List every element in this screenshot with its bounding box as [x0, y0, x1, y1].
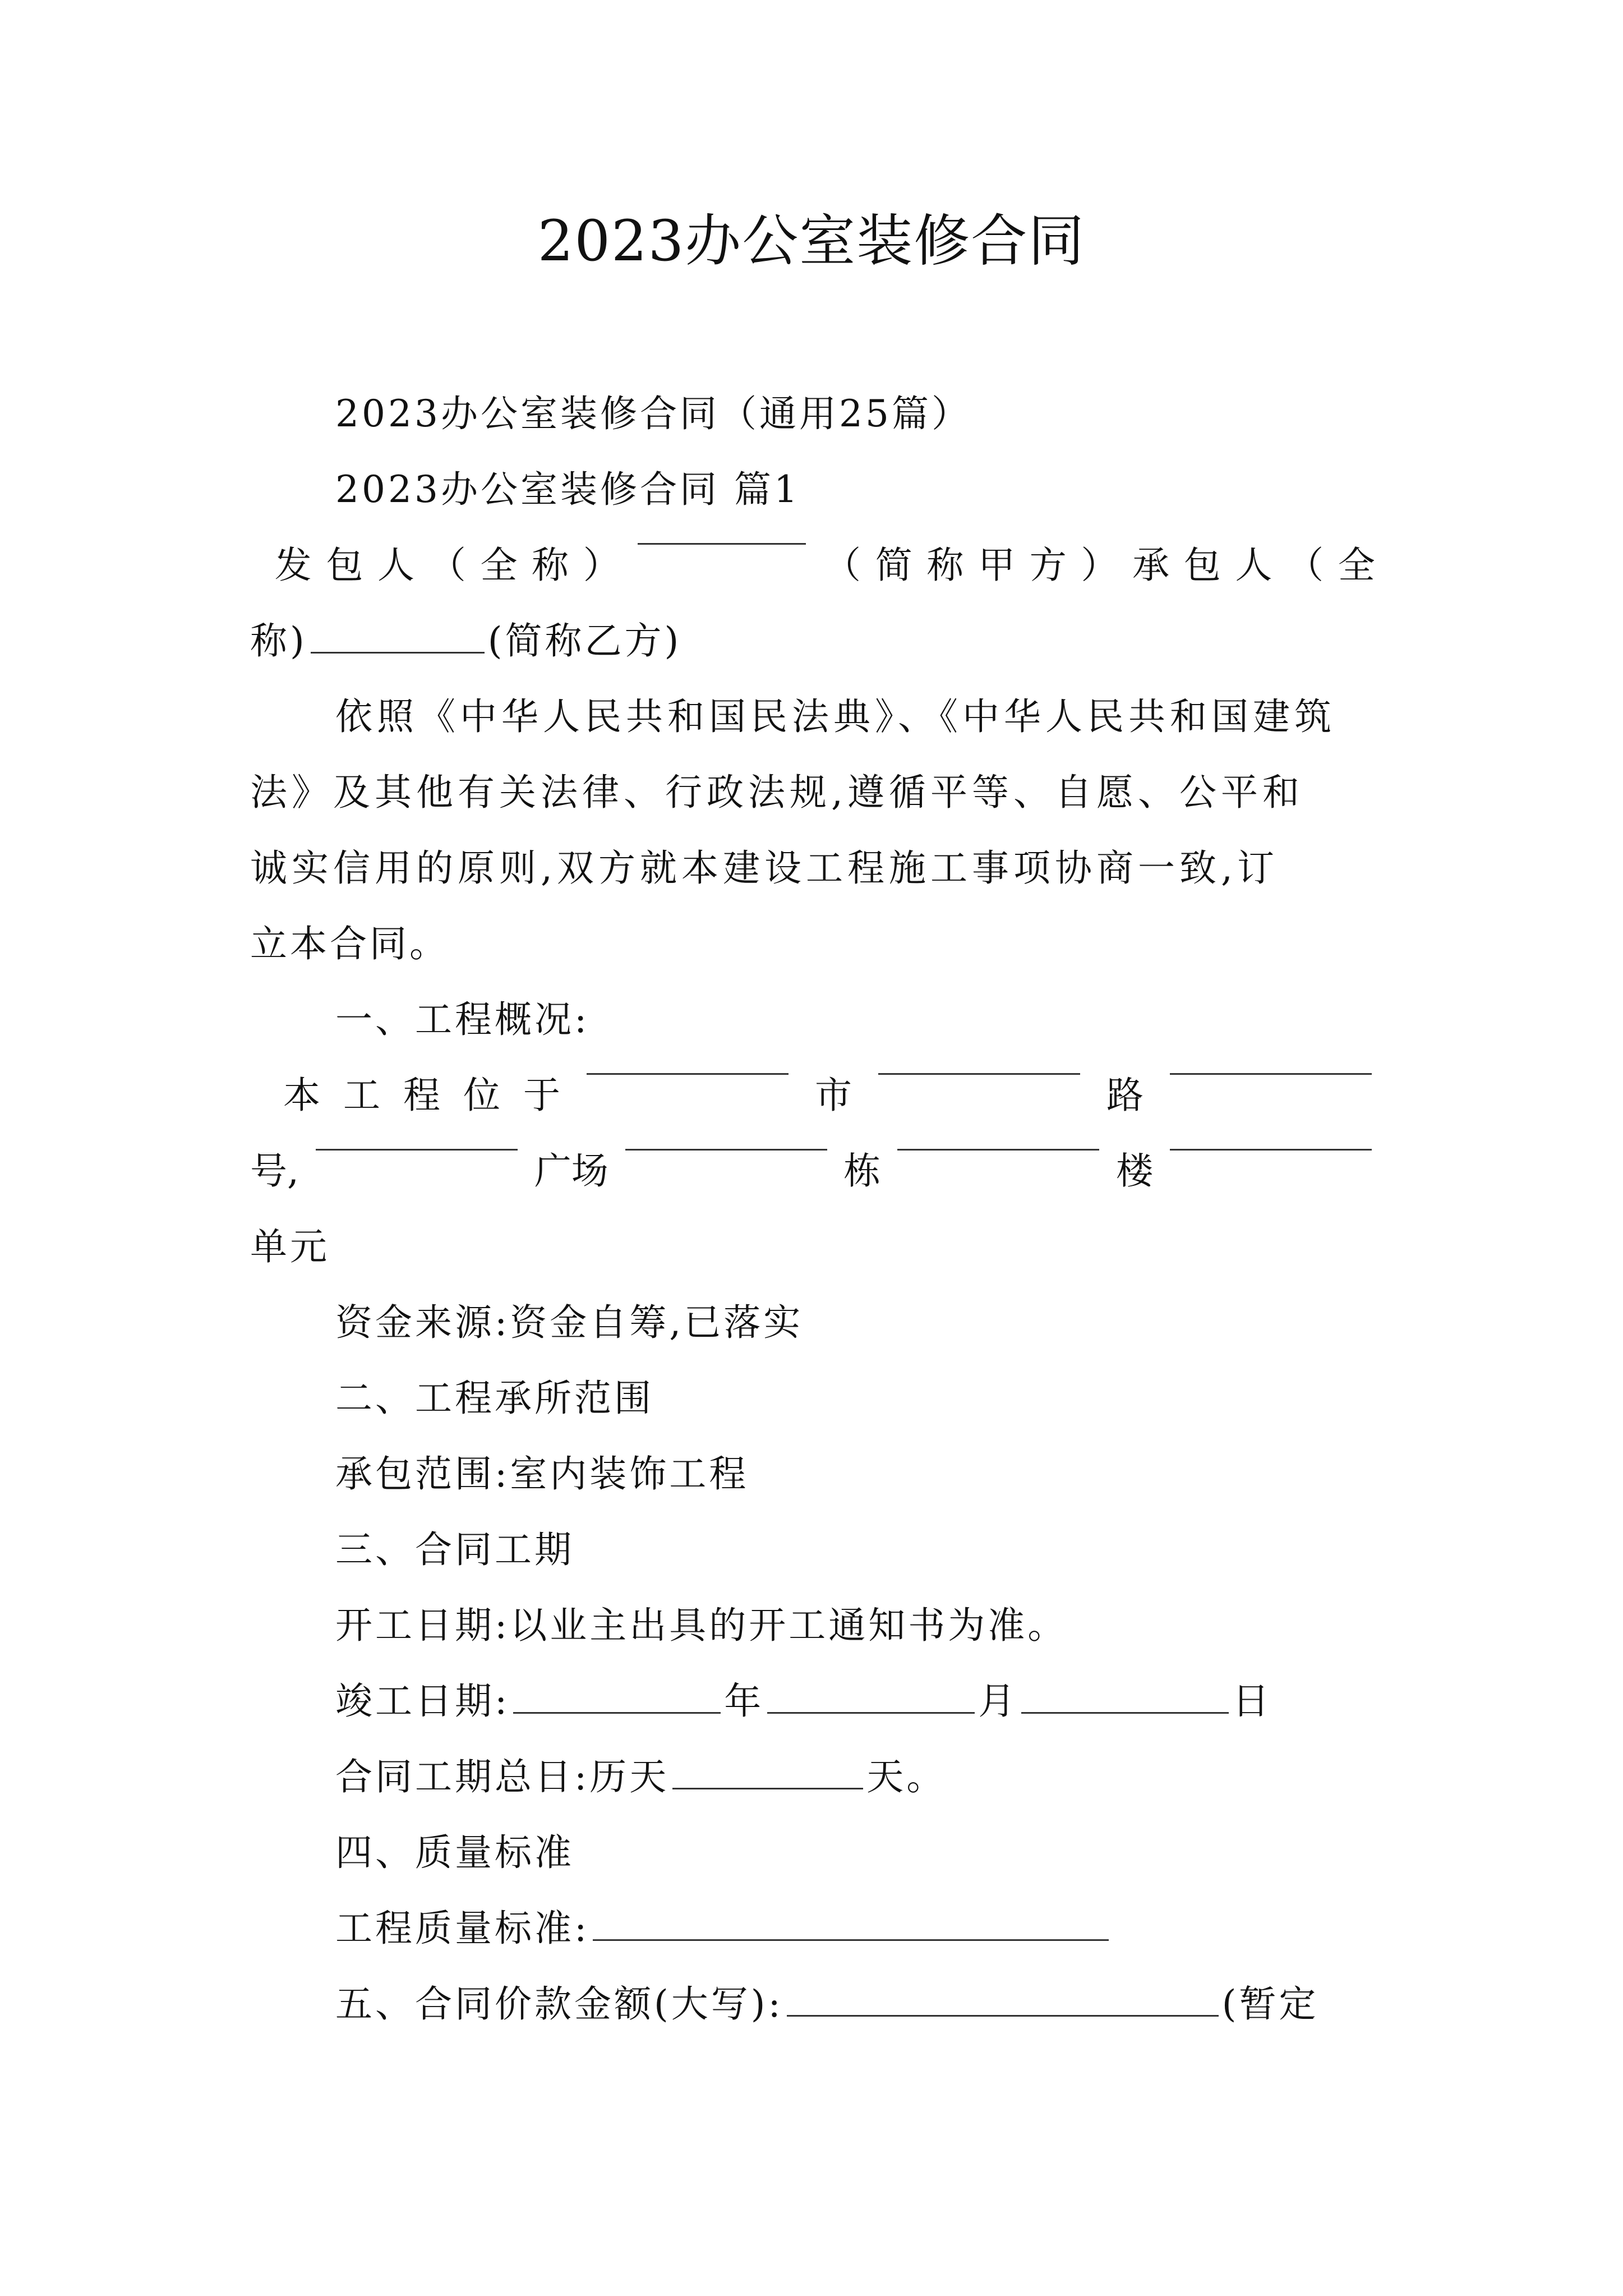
quality-standard-label: 工程质量标准: — [335, 1907, 590, 1950]
start-date-text: 开工日期:以业主出具的开工通知书为准。 — [335, 1604, 1068, 1647]
text-char: （ — [1287, 544, 1324, 587]
month-label: 月 — [978, 1680, 1018, 1723]
text-fragment: (简称乙方) — [487, 619, 682, 662]
contract-price-tail: (暂定 — [1221, 1982, 1319, 2026]
parties-line-1 — [250, 537, 1375, 593]
total-days-line — [335, 1749, 946, 1805]
text-char: 包 — [326, 544, 363, 587]
total-days-blank[interactable] — [672, 1782, 863, 1789]
total-days-unit: 天。 — [866, 1755, 947, 1798]
text-char: （ — [824, 544, 861, 587]
text-char: 发 — [274, 544, 312, 587]
party-a-name-blank[interactable] — [638, 537, 806, 545]
year-blank[interactable] — [513, 1706, 721, 1714]
text-fragment: 号, — [250, 1149, 299, 1193]
quality-standard-line — [335, 1901, 1112, 1957]
unit-blank[interactable] — [1170, 1143, 1372, 1151]
text-char: 包 — [1183, 544, 1221, 587]
text-char: 工 — [343, 1074, 380, 1117]
contract-price-blank[interactable] — [787, 2009, 1219, 2017]
location-line-1 — [250, 1068, 1375, 1124]
text-char: 市 — [815, 1074, 852, 1117]
text-char: 路 — [1106, 1074, 1144, 1117]
text-char: 方 — [1029, 544, 1067, 587]
basis-line-3: 诚实信用的原则,双方就本建设工程施工事项协商一致,订 — [250, 846, 1279, 890]
text-char: 程 — [403, 1074, 440, 1117]
text-char: 于 — [523, 1074, 560, 1117]
document-title: 2023办公室装修合同 — [537, 208, 1086, 274]
text-char: 称 — [532, 544, 569, 587]
basis-line-1: 依照《中华人民共和国民法典》、《中华人民共和国建筑 — [335, 695, 1336, 738]
basis-line-4: 立本合同。 — [250, 922, 449, 965]
text-fragment: 称) — [250, 619, 307, 662]
text-char: 位 — [463, 1074, 500, 1117]
scope-text: 承包范围:室内装饰工程 — [335, 1452, 749, 1496]
contract-price-line — [335, 1976, 1318, 2032]
text-char: 全 — [480, 544, 518, 587]
basis-line-2: 法》及其他有关法律、行政法规,遵循平等、自愿、公平和 — [250, 771, 1304, 814]
text-char: （ — [428, 544, 466, 587]
day-label: 日 — [1232, 1680, 1272, 1723]
city-blank[interactable] — [587, 1068, 789, 1075]
text-fragment: 广场 — [534, 1149, 608, 1193]
number-blank[interactable] — [1170, 1068, 1372, 1075]
building-blank[interactable] — [625, 1143, 827, 1151]
road-blank[interactable] — [878, 1068, 1080, 1075]
end-date-label: 竣工日期: — [335, 1680, 510, 1723]
quality-standard-blank[interactable] — [593, 1934, 1109, 1941]
month-blank[interactable] — [767, 1706, 975, 1714]
total-days-label: 合同工期总日:历天 — [335, 1755, 670, 1798]
floor-blank[interactable] — [897, 1143, 1099, 1151]
text-fragment: 楼 — [1116, 1149, 1154, 1193]
text-char: 人 — [377, 544, 415, 587]
text-char: 甲 — [978, 544, 1016, 587]
sec2-heading: 二、工程承所范围 — [335, 1377, 654, 1420]
funding-text: 资金来源:资金自筹,已落实 — [335, 1301, 804, 1344]
party-b-name-blank[interactable] — [311, 646, 485, 654]
text-char: 人 — [1235, 544, 1272, 587]
text-char: 称 — [926, 544, 964, 587]
text-char: 承 — [1132, 544, 1170, 587]
text-char: 简 — [875, 544, 912, 587]
sec3-heading: 三、合同工期 — [335, 1528, 574, 1571]
contract-price-label: 五、合同价款金额(大写): — [335, 1982, 783, 2026]
section-heading: 2023办公室装修合同 篇1 — [335, 468, 800, 511]
parties-line-2 — [250, 613, 681, 669]
plaza-name-blank[interactable] — [316, 1143, 518, 1151]
text-char: ） — [1081, 544, 1118, 587]
text-fragment: 栋 — [843, 1149, 881, 1193]
text-char: 全 — [1338, 544, 1375, 587]
location-line-2 — [250, 1143, 1375, 1199]
end-date-line — [335, 1673, 1272, 1729]
document-subtitle: 2023办公室装修合同（通用25篇） — [335, 392, 971, 435]
text-char: 本 — [283, 1074, 320, 1117]
sec4-heading: 四、质量标准 — [335, 1831, 574, 1874]
day-blank[interactable] — [1021, 1706, 1229, 1714]
sec1-heading: 一、工程概况: — [335, 998, 590, 1041]
year-label: 年 — [724, 1680, 764, 1723]
location-line-3: 单元 — [250, 1225, 330, 1268]
text-char: ） — [583, 544, 620, 587]
